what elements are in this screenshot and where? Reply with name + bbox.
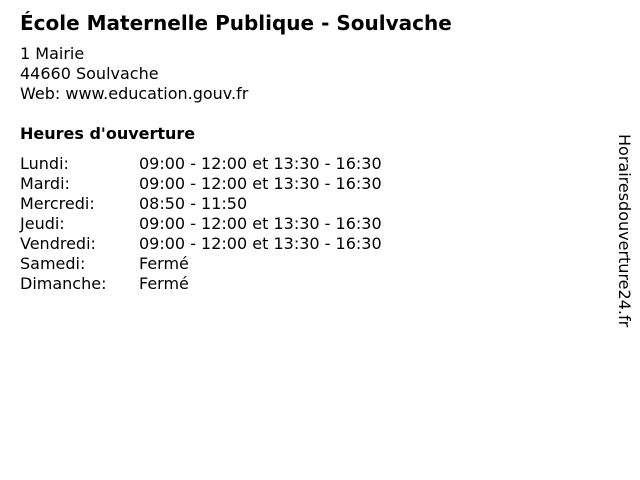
hours-heading: Heures d'ouverture: [20, 124, 196, 143]
website-line: Web: www.education.gouv.fr: [20, 84, 249, 103]
address-block: [20, 44, 248, 104]
day-hours: Fermé: [139, 274, 189, 293]
day-label: Dimanche:: [20, 274, 107, 293]
day-label: Samedi:: [20, 254, 86, 273]
address-city: 44660 Soulvache: [20, 64, 159, 83]
day-hours: 09:00 - 12:00 et 13:30 - 16:30: [139, 154, 382, 173]
address-street: 1 Mairie: [20, 44, 85, 63]
day-hours: 09:00 - 12:00 et 13:30 - 16:30: [139, 234, 382, 253]
school-name: École Maternelle Publique - Soulvache: [20, 11, 452, 35]
day-label: Jeudi:: [20, 214, 65, 233]
day-label: Mercredi:: [20, 194, 95, 213]
day-label: Vendredi:: [20, 234, 96, 253]
site-credit: Horairesdouverture24.fr: [615, 134, 634, 328]
day-hours: 08:50 - 11:50: [139, 194, 248, 213]
day-hours: 09:00 - 12:00 et 13:30 - 16:30: [139, 174, 382, 193]
day-hours: 09:00 - 12:00 et 13:30 - 16:30: [139, 214, 382, 233]
day-label: Mardi:: [20, 174, 70, 193]
day-label: Lundi:: [20, 154, 69, 173]
day-hours: Fermé: [139, 254, 189, 273]
